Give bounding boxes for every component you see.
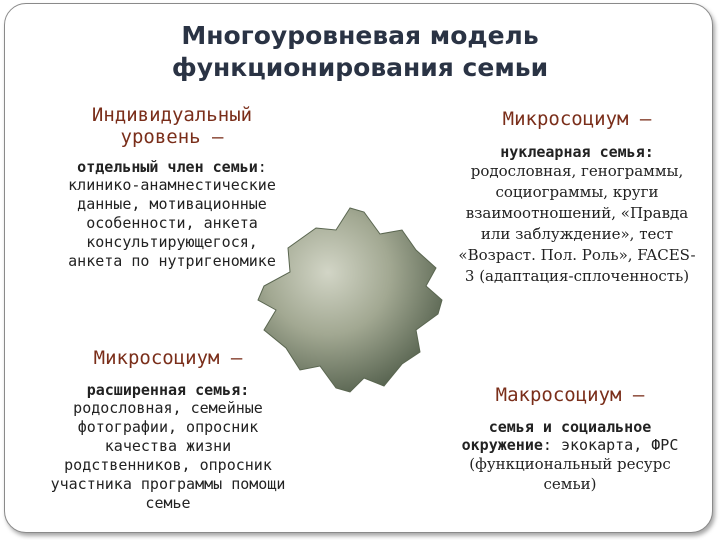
heading-line-1: Индивидуальный [91,104,253,126]
block-individual-level [22,104,322,271]
subheading-rest: : [257,158,267,176]
text-line: (функциональный ресурс [469,455,671,473]
subheading: расширенная семья: [86,381,250,399]
text-line: особенности, анкета [86,214,258,232]
text-line: качества жизни [104,437,232,455]
heading: Макросоциум – [495,384,645,406]
text-line: «Возраст. Пол. Роль», FACES- [458,246,696,264]
text-line: 3 (адаптация-сплоченность) [464,267,690,285]
title-line-1: Многоуровневая модель [181,21,539,50]
subheading-rest: : экокарта, ФРС [542,436,679,454]
text-line: фотографии, опросник [77,418,259,436]
text-line: данные, мотивационные [77,195,267,213]
text-line: клинико-анамнестические [68,176,276,194]
slide-title [0,20,720,84]
block-micro-extended [18,347,318,513]
text-line: семьи) [543,475,597,493]
subheading-line-1: семья и социальное [488,418,652,436]
text-line: или заблуждение», тест [480,225,674,243]
block-macro [430,384,710,494]
heading-line-2: уровень – [120,126,224,148]
text-line: консультирующегося, [86,233,258,251]
text-line: взаимоотношений, «Правда [465,204,689,222]
heading: Микросоциум – [502,108,652,130]
heading: Микросоциум – [93,347,243,369]
text-line: родственников, опросник [64,456,272,474]
subheading: отдельный член семьи [77,158,258,176]
text-line: участника программы помощи [50,475,286,493]
title-line-2: функционирования семьи [171,53,549,82]
subheading: нуклеарная семья: [500,143,654,161]
subheading-line-2: окружение [461,436,543,454]
text-line: анкета по нутригеномике [68,252,276,270]
text-line: социограммы, круги [495,183,659,201]
text-line: семье [145,494,191,512]
block-micro-nuclear [432,108,720,287]
text-line: родословная, генограммы, [470,162,684,180]
text-line: родословная, семейные [73,399,263,417]
